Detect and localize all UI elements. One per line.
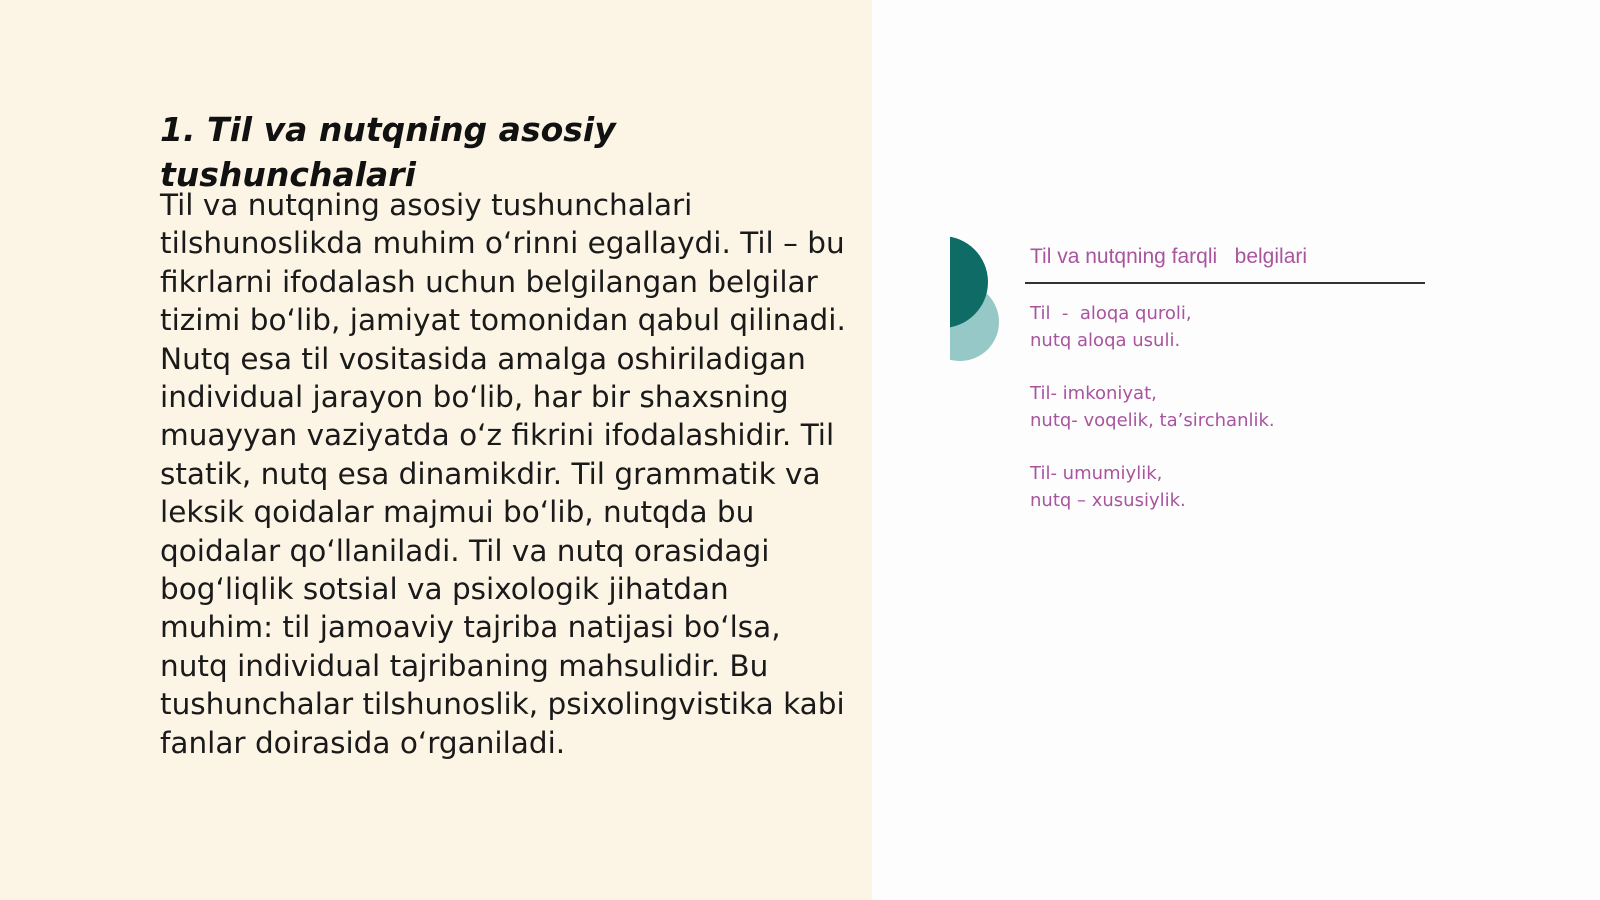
figure-item-line: nutq- voqelik, ta’sirchanlik. [1030,410,1275,431]
figure-item-line: Til- umumiylik, [1030,463,1163,484]
figure-item [1030,300,1430,354]
figure-item-line: nutq aloqa usuli. [1030,330,1181,351]
slide-title: 1. Til va nutqning asosiy tushunchalari [160,110,616,194]
figure-title: Til va nutqning farqli belgilari [1030,245,1308,268]
teal-circle-decoration [950,212,1010,397]
figure-item-line: Til - aloqa quroli, [1030,303,1192,324]
figure-divider [1025,282,1425,284]
figure-list [1030,300,1430,540]
figure-item-line: nutq – xususiylik. [1030,490,1186,511]
figure-item [1030,460,1430,514]
comparison-figure [950,212,1440,522]
slide-body-text: Til va nutqning asosiy tushunchalari tilshunoslikda muhim o‘rinni egallaydi. Til – bu fikrlarni ifodalash uchun belgilangan belgilar tizimi bo‘lib, jamiyat tomonidan qabul qilinadi. Nutq esa til vositasida amalga oshiriladigan individual jarayon bo‘lib, har bir shaxsning muayyan vaziyatda o‘z fikrini ifodalashidir. Til statik, nutq esa dinamikdir. Til grammatik va leksik qoidalar majmui bo‘lib, nutqda bu qoidalar qo‘llaniladi. Til va nutq orasidagi bog‘liqlik sotsial va psixologik jihatdan muhim: til jamoaviy tajriba natijasi bo‘lsa, nutq individual tajribaning mahsulidir. Bu tushunchalar tilshunoslik, psixolingvistika kabi fanlar doirasida o‘rganiladi. [160,188,846,760]
figure-item-line: Til- imkoniyat, [1030,383,1157,404]
figure-item [1030,380,1430,434]
